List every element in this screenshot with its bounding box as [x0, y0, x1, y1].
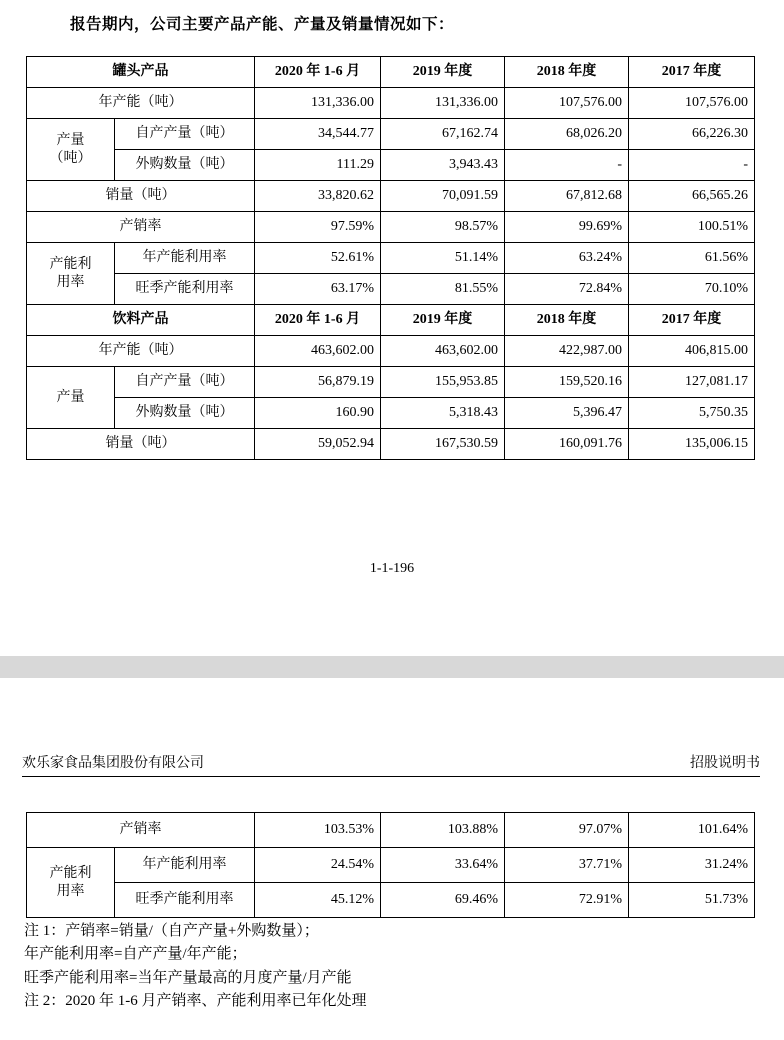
row-label-sales-ratio: 产销率 — [27, 813, 255, 848]
row-sublabel-peak-utilization: 旺季产能利用率 — [115, 883, 255, 918]
row-sublabel-purchased: 外购数量（吨） — [115, 150, 255, 181]
cell-value: 69.46% — [381, 883, 505, 918]
beverage-header-col4: 2017 年度 — [629, 305, 755, 336]
table-row — [27, 181, 755, 212]
canned-header-col4: 2017 年度 — [629, 57, 755, 88]
cell-value: 127,081.17 — [629, 367, 755, 398]
footnote-line-2: 年产能利用率=自产产量/年产能； — [24, 946, 247, 963]
cell-value: 111.29 — [255, 150, 381, 181]
cell-value: 67,162.74 — [381, 119, 505, 150]
footnote-line-1: 注 1：产销率=销量/（自产产量+外购数量）； — [24, 923, 319, 939]
cell-value: 97.07% — [505, 813, 629, 848]
canned-header-col2: 2019 年度 — [381, 57, 505, 88]
table-row — [27, 88, 755, 119]
cell-value: 61.56% — [629, 243, 755, 274]
cell-value: 66,565.26 — [629, 181, 755, 212]
document-type: 招股说明书 — [690, 756, 760, 771]
cell-value: 159,520.16 — [505, 367, 629, 398]
footnote-line-3: 旺季产能利用率=当年产量最高的月度产量/月产能 — [24, 969, 352, 986]
cell-value: 81.55% — [381, 274, 505, 305]
cell-value: - — [629, 150, 755, 181]
cell-value: 167,530.59 — [381, 429, 505, 460]
cell-value: 107,576.00 — [629, 88, 755, 119]
page-break-divider — [0, 656, 784, 678]
cell-value: 103.53% — [255, 813, 381, 848]
table-row — [27, 150, 755, 181]
cell-value: 63.17% — [255, 274, 381, 305]
cell-value: 59,052.94 — [255, 429, 381, 460]
table-row — [27, 367, 755, 398]
cell-value: 100.51% — [629, 212, 755, 243]
row-label-utilization-line2: 用率 — [56, 274, 85, 290]
cell-value: 33,820.62 — [255, 181, 381, 212]
row-sublabel-self-output: 自产产量（吨） — [115, 367, 255, 398]
cell-value: 131,336.00 — [381, 88, 505, 119]
row-label-sales-volume: 销量（吨） — [27, 429, 255, 460]
footnote-line-4: 注 2：2020 年 1-6 月产销率、产能利用率已年化处理 — [24, 992, 367, 1009]
table-row — [27, 883, 755, 918]
cell-value: 5,318.43 — [381, 398, 505, 429]
row-label-output-group — [27, 119, 115, 181]
intro-paragraph: 报告期内，公司主要产品产能、产量及销量情况如下： — [70, 16, 455, 33]
page-number: 1-1-196 — [369, 561, 415, 576]
cell-value: 45.12% — [255, 883, 381, 918]
row-label-utilization-line1: 产能利 — [49, 866, 92, 881]
row-sublabel-annual-utilization: 年产能利用率 — [115, 243, 255, 274]
cell-value: 68,026.20 — [505, 119, 629, 150]
beverage-header-title: 饮料产品 — [27, 305, 255, 336]
table-row — [27, 429, 755, 460]
cell-value: 72.91% — [505, 883, 629, 918]
beverage-header-col1: 2020 年 1-6 月 — [255, 305, 381, 336]
cell-value: 463,602.00 — [381, 336, 505, 367]
row-label-sales-ratio: 产销率 — [27, 212, 255, 243]
cell-value: 463,602.00 — [255, 336, 381, 367]
row-label-utilization-group — [27, 243, 115, 305]
table-row — [27, 848, 755, 883]
table-row — [27, 274, 755, 305]
cell-value: - — [505, 150, 629, 181]
table-row — [27, 243, 755, 274]
cell-value: 51.14% — [381, 243, 505, 274]
canned-header-title: 罐头产品 — [27, 57, 255, 88]
row-sublabel-self-output: 自产产量（吨） — [115, 119, 255, 150]
table-row — [27, 336, 755, 367]
table-row — [27, 813, 755, 848]
table-row — [27, 398, 755, 429]
cell-value: 51.73% — [629, 883, 755, 918]
cell-value: 56,879.19 — [255, 367, 381, 398]
company-name: 欢乐家食品集团股份有限公司 — [22, 756, 204, 771]
cell-value: 107,576.00 — [505, 88, 629, 119]
cell-value: 422,987.00 — [505, 336, 629, 367]
row-label-output-line1: 产量 — [56, 133, 85, 148]
table-row — [27, 305, 755, 336]
row-label-output-line2: （吨） — [49, 150, 92, 166]
cell-value: 67,812.68 — [505, 181, 629, 212]
cell-value: 70.10% — [629, 274, 755, 305]
cell-value: 160.90 — [255, 398, 381, 429]
cell-value: 97.59% — [255, 212, 381, 243]
cell-value: 155,953.85 — [381, 367, 505, 398]
header-rule — [22, 776, 760, 777]
cell-value: 3,943.43 — [381, 150, 505, 181]
cell-value: 5,396.47 — [505, 398, 629, 429]
cell-value: 131,336.00 — [255, 88, 381, 119]
cell-value: 33.64% — [381, 848, 505, 883]
production-capacity-table — [26, 56, 755, 460]
beverage-header-col3: 2018 年度 — [505, 305, 629, 336]
cell-value: 66,226.30 — [629, 119, 755, 150]
row-sublabel-annual-utilization: 年产能利用率 — [115, 848, 255, 883]
cell-value: 52.61% — [255, 243, 381, 274]
cell-value: 160,091.76 — [505, 429, 629, 460]
cell-value: 24.54% — [255, 848, 381, 883]
cell-value: 5,750.35 — [629, 398, 755, 429]
cell-value: 99.69% — [505, 212, 629, 243]
table-row — [27, 212, 755, 243]
footnotes — [24, 920, 764, 1013]
row-label-output-group: 产量 — [27, 367, 115, 429]
row-sublabel-purchased: 外购数量（吨） — [115, 398, 255, 429]
beverage-utilization-table — [26, 812, 755, 918]
row-label-annual-capacity: 年产能（吨） — [27, 336, 255, 367]
cell-value: 98.57% — [381, 212, 505, 243]
cell-value: 135,006.15 — [629, 429, 755, 460]
table-row — [27, 119, 755, 150]
cell-value: 101.64% — [629, 813, 755, 848]
cell-value: 31.24% — [629, 848, 755, 883]
cell-value: 406,815.00 — [629, 336, 755, 367]
cell-value: 63.24% — [505, 243, 629, 274]
cell-value: 72.84% — [505, 274, 629, 305]
row-label-utilization-line2: 用率 — [56, 883, 85, 899]
canned-header-col1: 2020 年 1-6 月 — [255, 57, 381, 88]
row-label-utilization-line1: 产能利 — [49, 257, 92, 272]
cell-value: 34,544.77 — [255, 119, 381, 150]
cell-value: 103.88% — [381, 813, 505, 848]
cell-value: 70,091.59 — [381, 181, 505, 212]
row-label-sales-volume: 销量（吨） — [27, 181, 255, 212]
row-label-utilization-group — [27, 848, 115, 918]
cell-value: 37.71% — [505, 848, 629, 883]
row-label-annual-capacity: 年产能（吨） — [27, 88, 255, 119]
table-row — [27, 57, 755, 88]
canned-header-col3: 2018 年度 — [505, 57, 629, 88]
beverage-header-col2: 2019 年度 — [381, 305, 505, 336]
row-sublabel-peak-utilization: 旺季产能利用率 — [115, 274, 255, 305]
